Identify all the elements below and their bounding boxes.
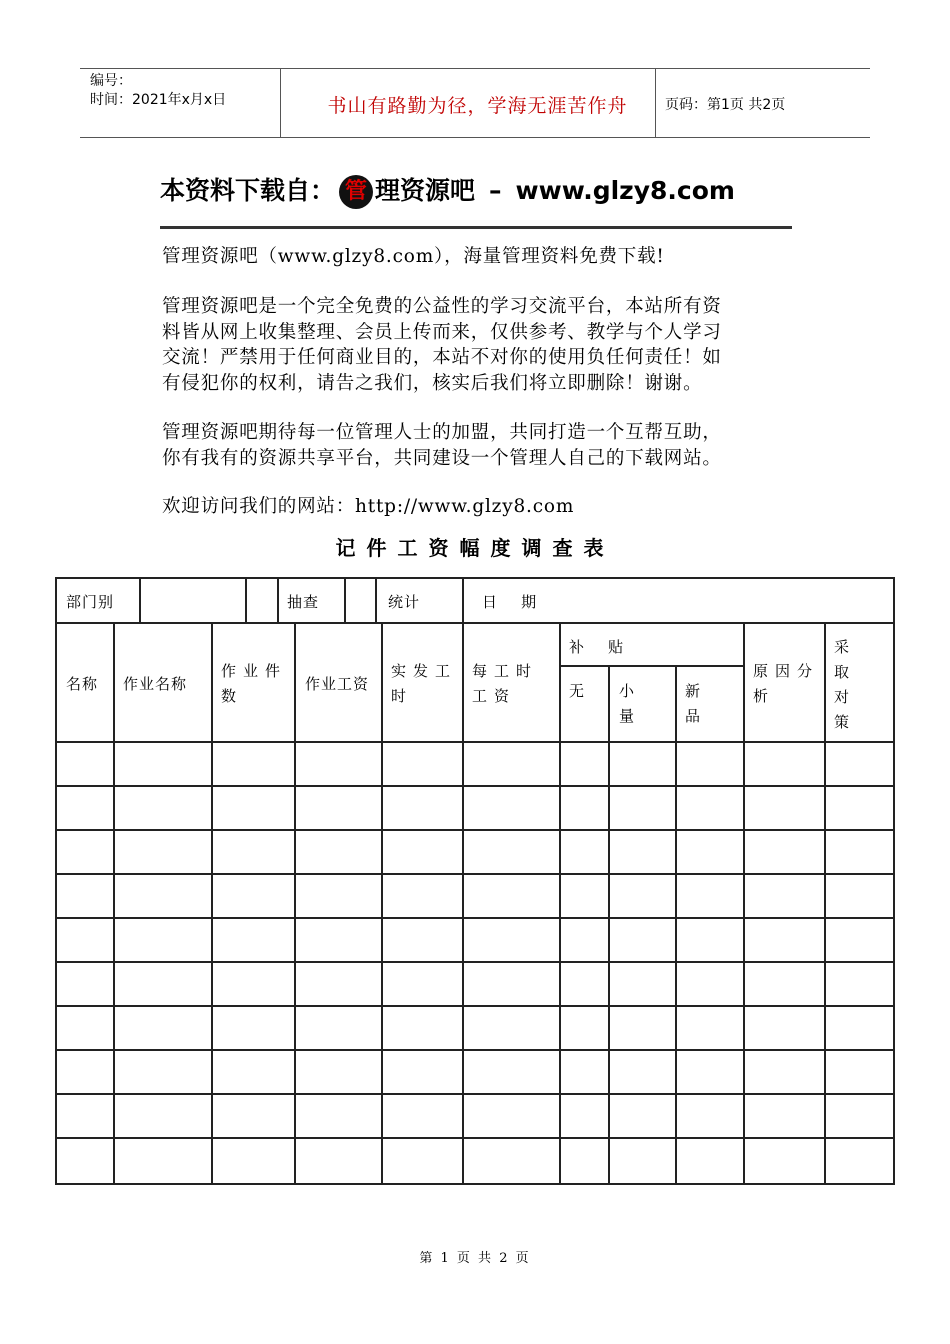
about-line: 管理资源吧是一个完全免费的公益性的学习交流平台，本站所有资 (162, 296, 722, 317)
grid-line (55, 1005, 893, 1007)
grid-line (824, 622, 826, 1183)
header-divider (280, 69, 281, 137)
grid-line (55, 961, 893, 963)
intro-visit (162, 494, 574, 520)
banner-site-name: 理资源吧 (375, 176, 476, 205)
grid-line (559, 622, 561, 1183)
grid-line (344, 577, 346, 622)
serial-label: 编号： (90, 73, 132, 89)
date-line: 时间：2021年x月x日 (90, 92, 227, 108)
date-label: 日 期 (482, 593, 538, 611)
col-header-actual-hours: 实发工时 (391, 662, 458, 705)
col-header-name: 名称 (66, 675, 99, 693)
join-line: 你有我有的资源共享平台，共同建设一个管理人自己的下载网站。 (162, 447, 722, 469)
header-motto: 书山有路勤为径，学海无涯苦作舟 (327, 95, 628, 117)
grid-line (675, 665, 677, 1183)
grid-line (462, 577, 464, 622)
header-divider (655, 69, 656, 137)
intro-line-1: 管理资源吧（www.glzy8.com），海量管理资料免费下载! (162, 246, 665, 267)
logo-icon (339, 175, 373, 209)
grid-line (294, 622, 296, 1183)
intro-paragraph-join (162, 420, 722, 471)
grid-line (375, 577, 377, 622)
about-line: 有侵犯你的权利，请告之我们，核实后我们将立即删除！谢谢。 (162, 372, 703, 394)
grid-line (560, 665, 745, 667)
grid-line (55, 829, 893, 831)
join-line: 管理资源吧期待每一位管理人士的加盟，共同打造一个互帮互助， (162, 422, 722, 443)
grid-line (139, 577, 141, 622)
grid-line (55, 741, 893, 743)
download-banner (160, 168, 800, 214)
banner-rule (160, 226, 792, 229)
grid-line (277, 577, 279, 622)
grid-line (743, 622, 745, 1183)
about-line: 交流！严禁用于任何商业目的，本站不对你的使用负任何责任！如 (162, 347, 722, 368)
page-footer: 第 1 页 共 2 页 (419, 1251, 531, 1266)
grid-line (462, 622, 464, 1183)
dept-label: 部门别 (66, 593, 115, 611)
logo-char: 管 (345, 179, 368, 204)
grid-line (55, 917, 893, 919)
header-meta (90, 72, 226, 110)
intro-line (162, 244, 665, 270)
grid-line (381, 622, 383, 1183)
col-header-subsidy-none: 无 (569, 682, 586, 700)
col-header-reason: 原因分析 (753, 662, 820, 705)
visit-line: 欢迎访问我们的网站：http://www.glzy8.com (162, 496, 575, 517)
col-header-subsidy-new: 新品 (685, 682, 702, 725)
col-header-job-name: 作业名称 (123, 675, 188, 693)
col-header-hourly-wage: 每工时工资 (472, 662, 539, 705)
sampling-label: 抽查 (287, 593, 320, 611)
banner-url: www.glzy8.com (515, 176, 735, 205)
about-line: 料皆从网上收集整理、会员上传而来，仅供参考、教学与个人学习 (162, 321, 722, 343)
grid-line (55, 622, 893, 624)
col-header-job-wage: 作业工资 (305, 675, 370, 693)
wage-survey-table (55, 577, 895, 1185)
statistics-label: 统计 (388, 593, 421, 611)
grid-line (211, 622, 213, 1183)
grid-line (55, 1093, 893, 1095)
banner-prefix: 本资料下载自： (160, 176, 336, 205)
grid-line (55, 873, 893, 875)
grid-line (55, 1137, 893, 1139)
document-header (80, 68, 870, 138)
col-header-job-pieces: 作业件数 (221, 662, 288, 705)
grid-line (55, 785, 893, 787)
col-header-measures: 采取对策 (834, 638, 851, 731)
header-page-info: 页码：第1页 共2页 (665, 97, 786, 113)
grid-line (55, 1049, 893, 1051)
col-header-subsidy-small: 小量 (619, 682, 636, 725)
grid-line (113, 622, 115, 1183)
grid-line (608, 665, 610, 1183)
col-header-subsidy: 补 贴 (569, 638, 625, 656)
intro-paragraph-about (162, 294, 722, 396)
banner-dash: – (489, 176, 502, 205)
table-title: 记件工资幅度调查表 (335, 536, 615, 560)
grid-line (245, 577, 247, 622)
